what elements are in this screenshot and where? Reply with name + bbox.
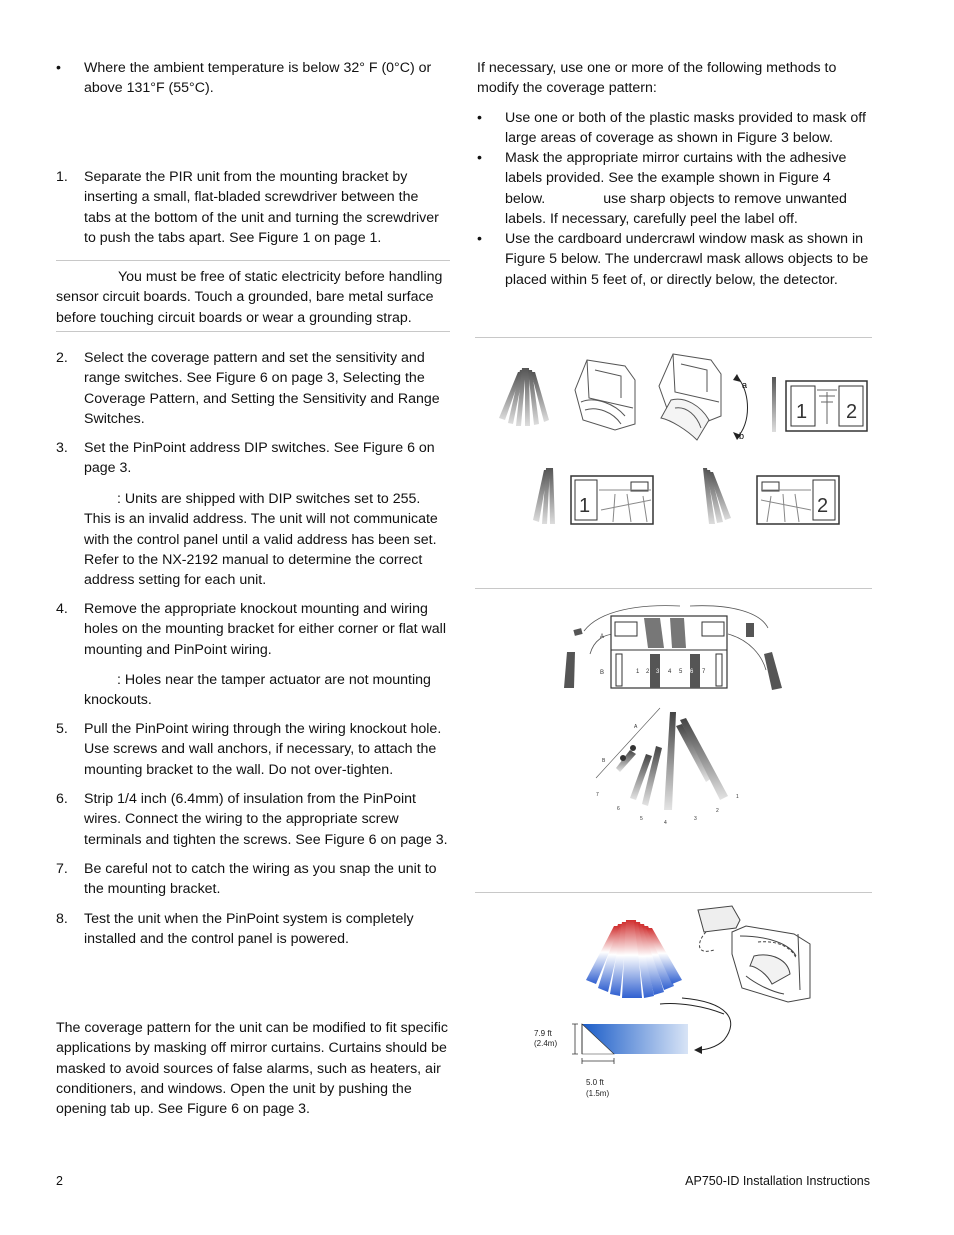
detector-window bbox=[600, 616, 727, 688]
distance-meters-label: (1.5m) bbox=[586, 1089, 610, 1098]
coverage-beams-colored bbox=[586, 920, 682, 998]
mask-2-number: 2 bbox=[817, 495, 829, 517]
detector-unit-illustration bbox=[575, 360, 635, 430]
page-number: 2 bbox=[56, 1174, 63, 1188]
step-1: 1. Separate the PIR unit from the mounting bracket by inserting a small, flat-bladed screwdriver between the tabs at the bottom of the unit and turning the screwdriver to push the tabs apart. See Figure 1 on page 1. bbox=[56, 169, 439, 246]
undercrawl-arrow bbox=[682, 998, 731, 1050]
fan-label: 3 bbox=[694, 816, 697, 822]
detector-with-undercrawl-mask bbox=[698, 906, 810, 1002]
mask-1-number: 1 bbox=[796, 401, 808, 423]
bullet-undercrawl-mask: • Use the cardboard undercrawl window mask as shown in Figure 5 below. The undercrawl mask allows objects to be placed within 5 feet of, or directly below, the detector. bbox=[477, 231, 869, 288]
fan-label: A bbox=[634, 724, 638, 730]
right-mask-beams bbox=[703, 468, 731, 524]
single-beam bbox=[772, 377, 776, 432]
window-mask-2 bbox=[757, 476, 839, 524]
figure-5-undercrawl-mask bbox=[528, 898, 828, 1108]
left-mask-beams bbox=[533, 468, 555, 524]
document-title: AP750-ID Installation Instructions bbox=[685, 1174, 870, 1188]
window-number: 7 bbox=[702, 669, 706, 675]
bullet-plastic-masks: • Use one or both of the plastic masks provided to mask off large areas of coverage as shown in Figure 3 below. bbox=[477, 110, 866, 147]
step-3: 3. Set the PinPoint address DIP switches. See Figure 6 on page 3. bbox=[56, 440, 435, 477]
mask-1-number: 1 bbox=[579, 495, 591, 517]
row-label-b: B bbox=[600, 670, 605, 676]
window-two-masks bbox=[786, 381, 867, 431]
window-number: 3 bbox=[656, 669, 660, 675]
step-8: 8. Test the unit when the PinPoint system is completely installed and the control panel is powered. bbox=[56, 911, 414, 948]
window-number: 6 bbox=[690, 669, 694, 675]
window-number: 1 bbox=[636, 669, 640, 675]
caution-paragraph: You must be free of static electricity before handling sensor circuit boards. Touch a grounded, bare metal surface before touching circuit boards or wear a grounding strap. bbox=[56, 269, 443, 326]
bullet-ambient-temperature: • Where the ambient temperature is below 32° F (0°C) or above 131°F (55°C). bbox=[56, 60, 432, 97]
fan-label: 4 bbox=[664, 820, 667, 826]
window-number: 4 bbox=[668, 669, 672, 675]
fan-label: 5 bbox=[640, 816, 643, 822]
fan-label: 6 bbox=[617, 806, 620, 812]
label-a: a bbox=[742, 380, 748, 390]
fan-label: 1 bbox=[736, 794, 739, 800]
caution-top-rule bbox=[56, 260, 450, 261]
distance-feet-label: 5.0 ft bbox=[586, 1078, 604, 1087]
fan-label: 2 bbox=[716, 808, 719, 814]
figure3-top-rule bbox=[475, 337, 872, 338]
figure-3-plastic-masks bbox=[475, 340, 875, 590]
step-2: 2. Select the coverage pattern and set the sensitivity and range switches. See Figure 6 on page 3, Selecting the Coverage Pattern, and Setting the Sensitivity and Range Switches. bbox=[56, 350, 440, 427]
detector-with-mask-illustration bbox=[659, 354, 721, 440]
full-coverage-beams bbox=[499, 368, 549, 426]
bullet-mirror-curtains: • Mask the appropriate mirror curtains with the adhesive labels provided. See the example shown in Figure 4 below. use sharp objects to remove unwanted labels. If necessary, carefully peel the label off. bbox=[477, 150, 847, 227]
step-6: 6. Strip 1/4 inch (6.4mm) of insulation from the PinPoint wires. Connect the wiring to the appropriate screw terminals and tighten the screws. See Figure 6 on page 3. bbox=[56, 791, 448, 848]
window-number: 5 bbox=[679, 669, 683, 675]
right-intro: If necessary, use one or more of the following methods to modify the coverage pattern: bbox=[477, 60, 837, 97]
figure-4-mirror-curtain-labels bbox=[560, 600, 800, 830]
height-meters-label: (2.4m) bbox=[534, 1039, 558, 1048]
note-holes: : Holes near the tamper actuator are not mounting knockouts. bbox=[84, 672, 431, 709]
row-label-a: A bbox=[600, 634, 605, 640]
bullet-marker: • bbox=[56, 60, 61, 76]
label-b: b bbox=[739, 431, 745, 441]
fan-label: 7 bbox=[596, 792, 599, 798]
figure4-top-rule bbox=[475, 588, 872, 589]
step-5: 5. Pull the PinPoint wiring through the wiring knockout hole. Use screws and wall anchors, if necessary, to attach the mounting bracket to the wall. Do not over-tighten. bbox=[56, 721, 442, 778]
step-7: 7. Be careful not to catch the wiring as you snap the unit to the mounting bracket. bbox=[56, 861, 437, 898]
height-feet-label: 7.9 ft bbox=[534, 1029, 552, 1038]
fan-label: B bbox=[602, 758, 606, 764]
figure5-top-rule bbox=[475, 892, 872, 893]
note-dip-switches: : Units are shipped with DIP switches set to 255. This is an invalid address. The unit will not communicate with the control panel until a valid address has been set. Refer to the NX-2192 manual to determine the correct address setting for each unit. bbox=[84, 491, 438, 589]
coverage-paragraph: The coverage pattern for the unit can be modified to fit specific applications by masking off mirror curtains. Curtains should be masked to avoid sources of false alarms, such as heaters, air conditioners, and windows. Open the unit by pushing the opening tab up. See Figure 6 on page 3. bbox=[56, 1020, 448, 1118]
step-4: 4. Remove the appropriate knockout mounting and wiring holes on the mounting bracket for either corner or flat wall mounting and PinPoint wiring. bbox=[56, 601, 446, 658]
caution-bottom-rule bbox=[56, 331, 450, 332]
masked-coverage-fan bbox=[596, 708, 739, 826]
window-mask-1 bbox=[571, 476, 653, 524]
undercrawl-zone bbox=[572, 1024, 688, 1064]
window-number: 2 bbox=[646, 669, 650, 675]
mask-2-number: 2 bbox=[846, 401, 858, 423]
